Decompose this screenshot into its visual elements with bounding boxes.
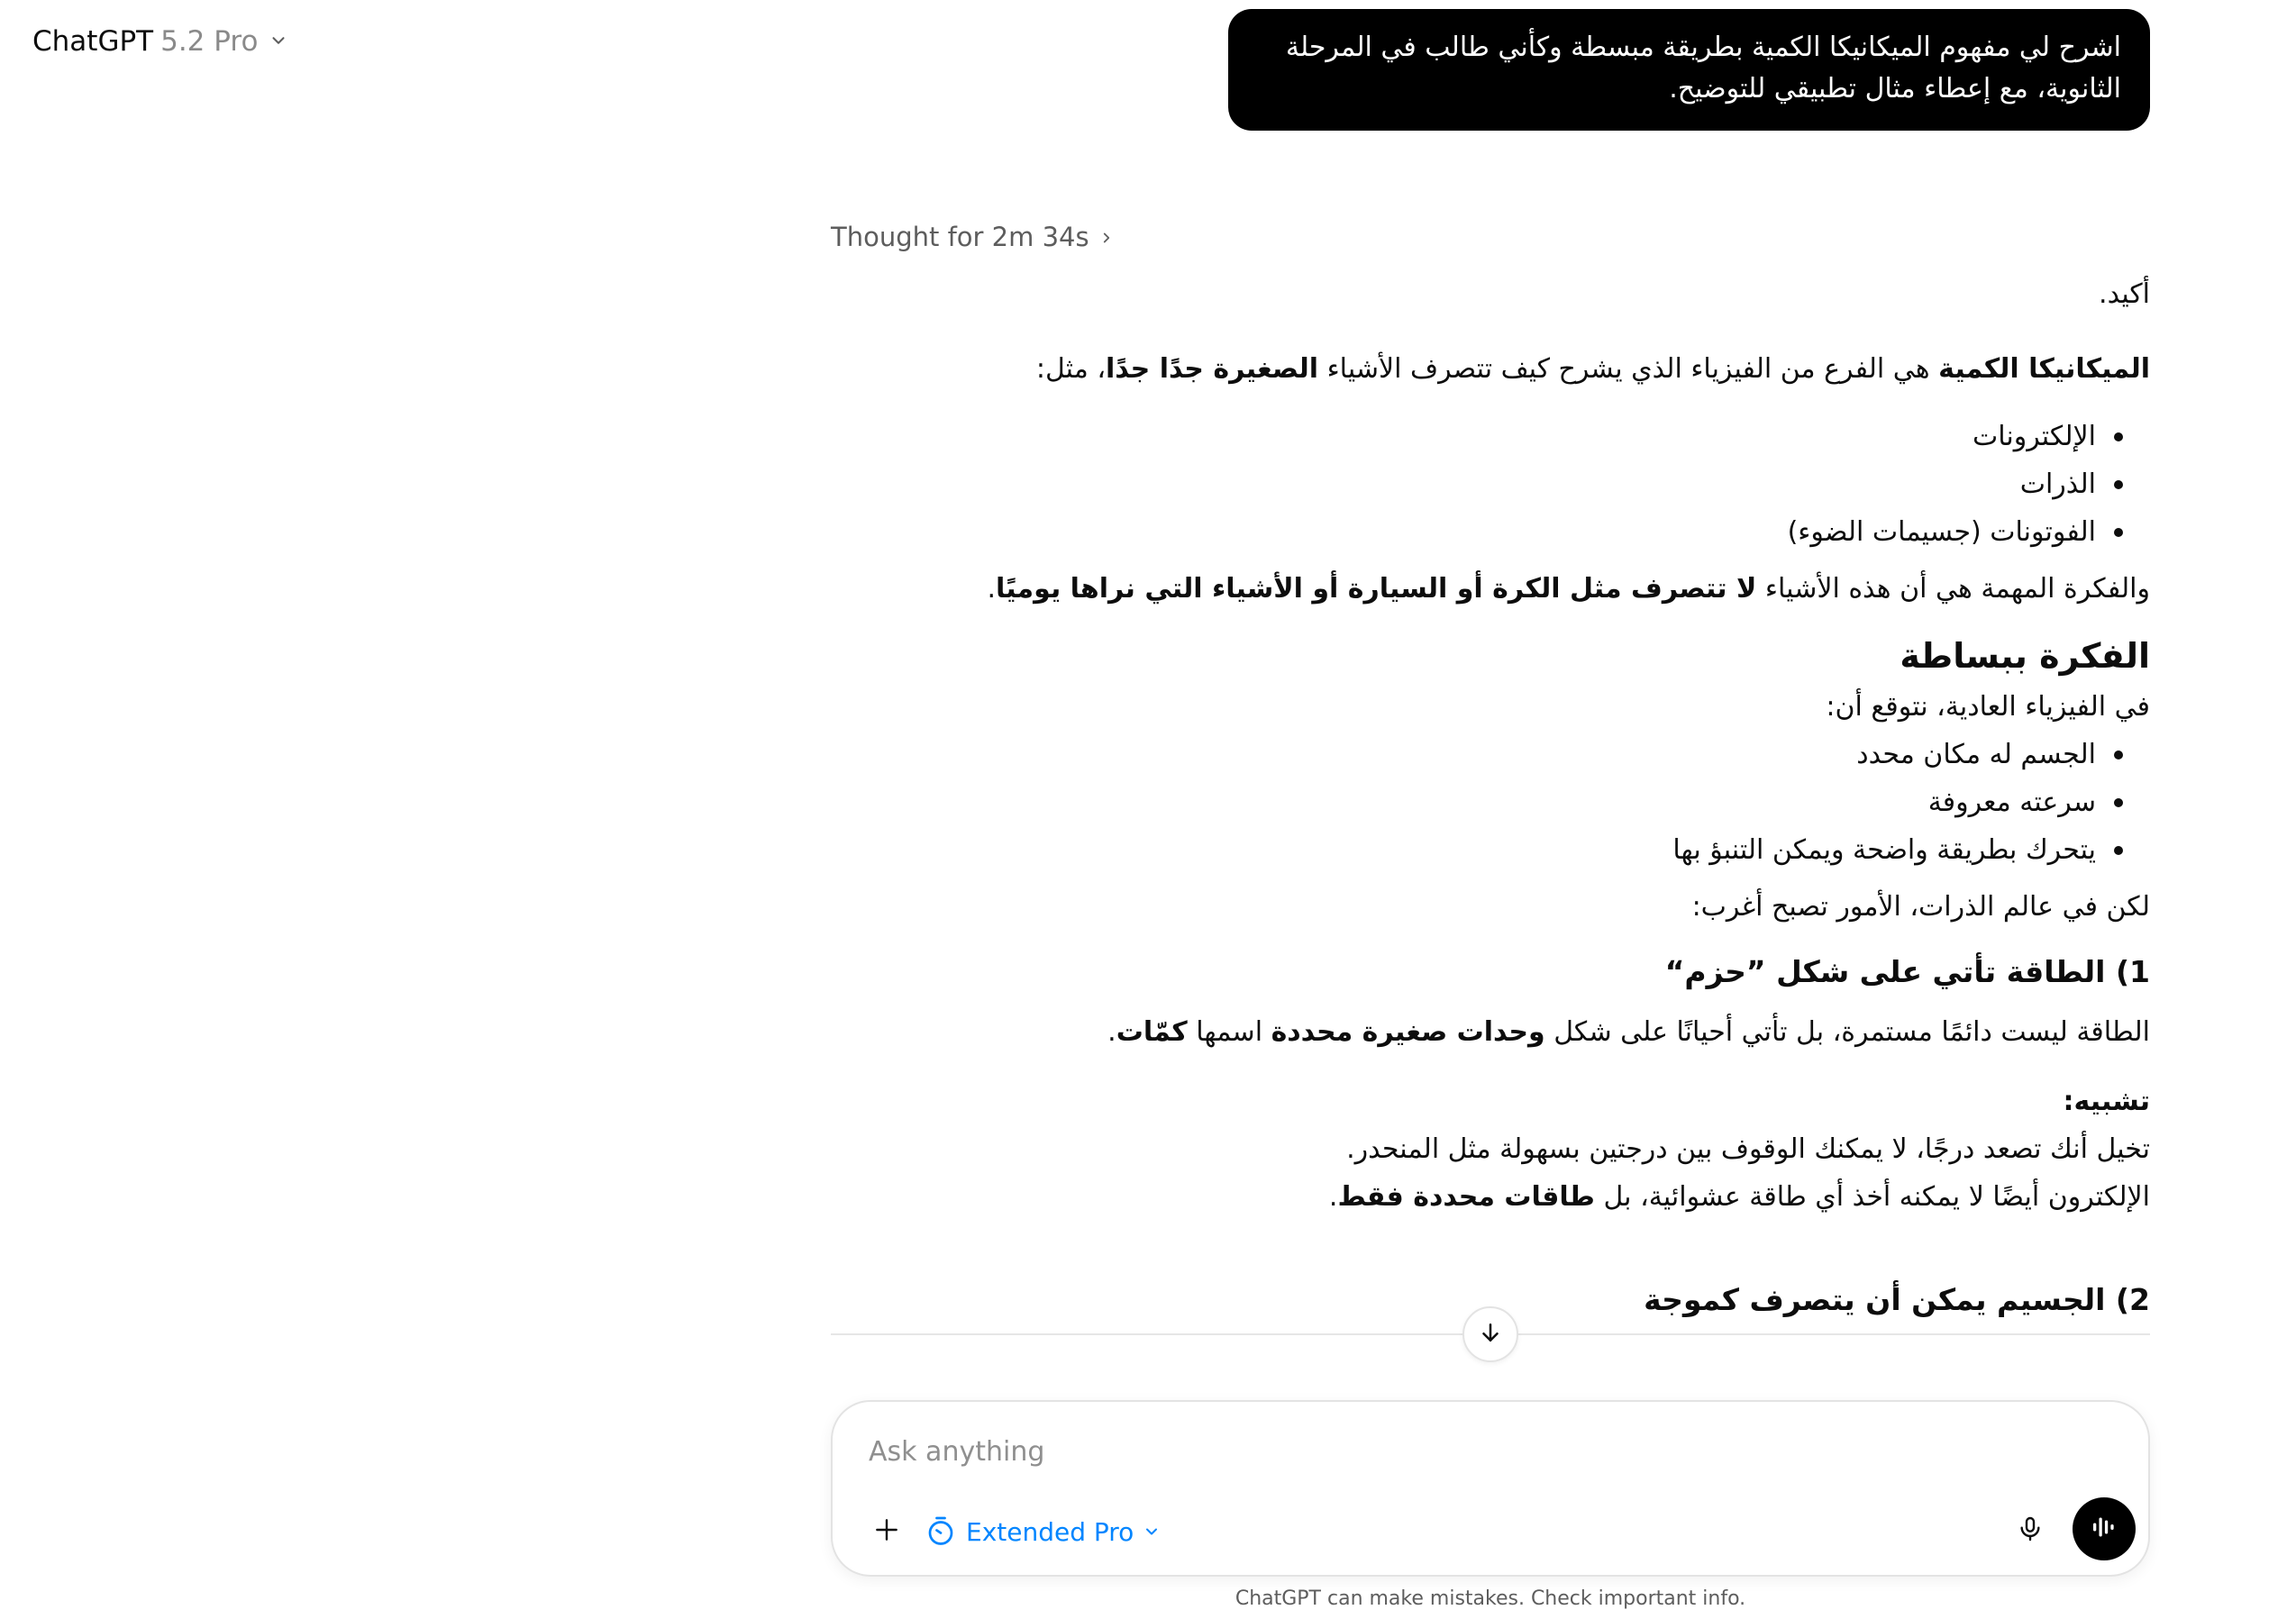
user-message-text: اشرح لي مفهوم الميكانيكا الكمية بطريقة مبسطة وكأني طالب في المرحلة الثانوية، مع إعطاء مثال تطبيقي للتوضيح. xyxy=(1285,32,2121,105)
definition-middle: هي الفرع من الفيزياء الذي يشرح كيف تتصرف الأشياء xyxy=(1318,353,1939,385)
point1-text xyxy=(831,1008,2150,1056)
mode-label: Extended Pro xyxy=(966,1516,1134,1547)
list-item: يتحرك بطريقة واضحة ويمكن التنبؤ بها xyxy=(831,826,2096,874)
list-item: الفوتونات (جسيمات الضوء) xyxy=(831,508,2096,556)
point1-bold: وحدات صغيرة محددة xyxy=(1271,1016,1545,1048)
point1-middle: اسمها xyxy=(1187,1016,1271,1048)
examples-list xyxy=(831,413,2150,556)
thought-toggle[interactable] xyxy=(831,214,1115,259)
list-item: الذرات xyxy=(831,460,2096,508)
answer-definition xyxy=(831,345,2150,393)
mic-icon xyxy=(2016,1514,2045,1547)
voice-waveform-icon xyxy=(2088,1511,2120,1547)
analogy-line-2 xyxy=(831,1173,2150,1221)
quantum-intro: لكن في عالم الذرات، الأمور تصبح أغرب: xyxy=(1691,891,2150,923)
brand-name: ChatGPT xyxy=(32,25,154,58)
classical-list xyxy=(831,731,2150,874)
analogy-label-text: تشبيه: xyxy=(2063,1086,2150,1117)
disclaimer-text: ChatGPT can make mistakes. Check important info. xyxy=(1235,1587,1746,1610)
key-idea xyxy=(831,565,2150,613)
list-item: سرعته معروفة xyxy=(831,778,2096,826)
key-idea-end: . xyxy=(987,573,997,605)
definition-end: ، مثل: xyxy=(1035,353,1107,385)
classical-intro: في الفيزياء العادية، نتوقع أن: xyxy=(1826,691,2150,723)
add-attachment-button[interactable] xyxy=(865,1510,908,1553)
key-idea-bold: لا تتصرف مثل الكرة أو السيارة أو الأشياء التي نراها يوميًا xyxy=(996,573,1757,605)
analogy-line-1: تخيل أنك تصعد درجًا، لا يمكنك الوقوف بين درجتين بسهولة مثل المنحدر. xyxy=(1346,1133,2150,1165)
definition-term: الميكانيكا الكمية xyxy=(1938,353,2150,385)
point2-title: 2) الجسيم يمكن أن يتصرف كموجة xyxy=(1644,1282,2150,1317)
model-version: 5.2 Pro xyxy=(160,25,259,58)
key-idea-start: والفكرة المهمة هي أن هذه الأشياء xyxy=(1756,573,2150,605)
point1-title: 1) الطاقة تأتي على شكل ”حزم“ xyxy=(1664,954,2150,989)
list-item: الجسم له مكان محدد xyxy=(831,731,2096,778)
definition-bold: الصغيرة جدًا جدًا xyxy=(1106,353,1319,385)
scroll-to-bottom-button[interactable] xyxy=(1462,1306,1518,1362)
timer-icon xyxy=(925,1515,957,1548)
point1-end: . xyxy=(1107,1016,1116,1048)
chevron-down-icon xyxy=(1143,1523,1161,1541)
chevron-down-icon xyxy=(265,25,288,58)
assistant-message xyxy=(831,270,2150,1410)
thought-label: Thought for 2m 34s xyxy=(831,222,1089,252)
model-selector[interactable] xyxy=(32,20,288,63)
point1-bold2: كمّات xyxy=(1116,1016,1188,1048)
mode-selector-button[interactable] xyxy=(925,1509,1161,1554)
section-title: الفكرة ببساطة xyxy=(1900,636,2150,676)
composer xyxy=(831,1400,2150,1577)
point1-start: الطاقة ليست دائمًا مستمرة، بل تأتي أحيانًا على شكل xyxy=(1544,1016,2150,1048)
analogy2-start: الإلكترون أيضًا لا يمكنه أخذ أي طاقة عشوائية، بل xyxy=(1594,1181,2150,1213)
plus-icon xyxy=(872,1515,901,1548)
list-item: الإلكترونات xyxy=(831,413,2096,460)
analogy2-end: . xyxy=(1328,1181,1338,1213)
analogy-label xyxy=(831,1078,2150,1125)
prompt-input[interactable] xyxy=(869,1429,2112,1474)
user-message-bubble xyxy=(1228,9,2150,131)
analogy2-bold: طاقات محددة فقط xyxy=(1337,1181,1595,1213)
dictate-button[interactable] xyxy=(2008,1508,2053,1553)
arrow-down-icon xyxy=(1477,1319,1504,1350)
chevron-right-icon xyxy=(1098,222,1115,252)
voice-mode-button[interactable] xyxy=(2073,1497,2136,1560)
answer-intro: أكيد. xyxy=(2099,278,2150,310)
